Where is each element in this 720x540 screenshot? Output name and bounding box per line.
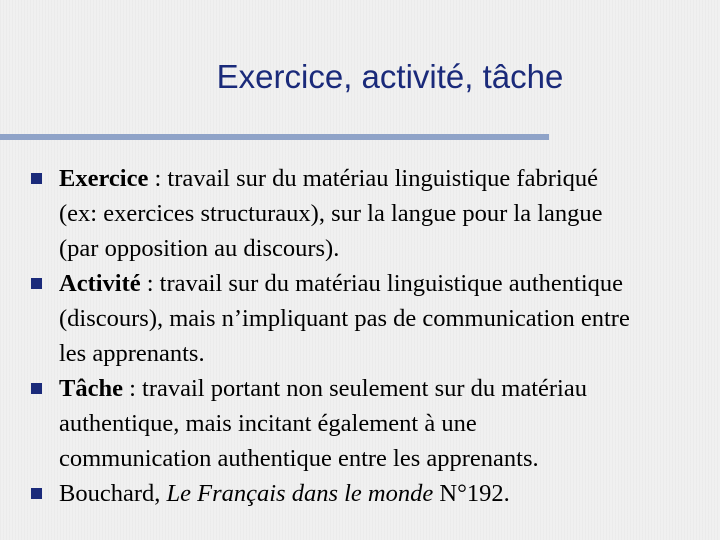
- bullet-line: authentique, mais incitant également à une: [59, 410, 477, 437]
- bullet-item-exercice: [0, 161, 720, 266]
- square-bullet-icon: [31, 488, 42, 499]
- bullet-item-reference: [0, 476, 720, 511]
- reference-issue: N°192.: [433, 480, 510, 507]
- bullet-line: (ex: exercices structuraux), sur la langue pour la langue: [59, 200, 603, 227]
- square-bullet-icon: [31, 173, 42, 184]
- bullet-line: les apprenants.: [59, 340, 205, 367]
- reference-line: [59, 476, 720, 511]
- square-bullet-icon: [31, 383, 42, 394]
- title-underline: [0, 134, 549, 140]
- bullet-list: [0, 161, 720, 511]
- term-tache: Tâche: [59, 375, 123, 402]
- bullet-line: (par opposition au discours).: [59, 235, 340, 262]
- bullet-line: communication authentique entre les apprenants.: [59, 445, 539, 472]
- bullet-line: [59, 266, 720, 301]
- reference-work-title: Le Français dans le monde: [166, 480, 434, 507]
- reference-author: Bouchard,: [59, 480, 167, 507]
- definition-text: : travail portant non seulement sur du matériau: [122, 375, 587, 402]
- bullet-line: (discours), mais n’impliquant pas de communication entre: [59, 305, 630, 332]
- definition-text: : travail sur du matériau linguistique fabriqué: [148, 165, 599, 192]
- bullet-line: [59, 161, 720, 196]
- bullet-line: [59, 371, 720, 406]
- term-exercice: Exercice: [59, 165, 149, 192]
- slide-title: Exercice, activité, tâche: [216, 58, 564, 95]
- square-bullet-icon: [31, 278, 42, 289]
- bullet-item-activite: [0, 266, 720, 371]
- definition-text: : travail sur du matériau linguistique authentique: [140, 270, 624, 297]
- bullet-item-tache: [0, 371, 720, 476]
- term-activite: Activité: [59, 270, 141, 297]
